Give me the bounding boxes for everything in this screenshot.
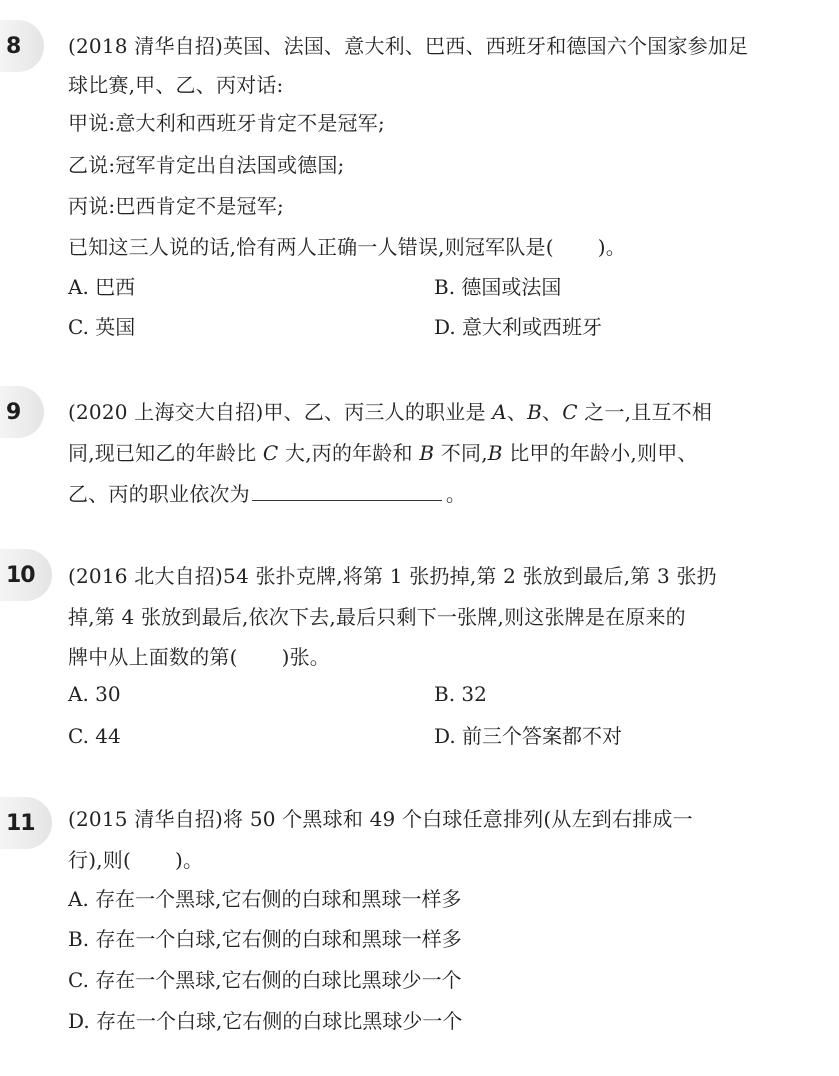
problem-text-line: (2016 北大自招)54 张扑克牌,将第 1 张扔掉,第 2 张放到最后,第 3 张扔 bbox=[68, 564, 717, 588]
option-d: D. 前三个答案都不对 bbox=[434, 724, 623, 748]
var-b: B bbox=[419, 441, 435, 465]
problem-number: 11 bbox=[6, 811, 35, 836]
option-a: A. 巴西 bbox=[68, 275, 136, 299]
problem-text-line: 球比赛,甲、乙、丙对话: bbox=[68, 73, 284, 97]
question-stem: 已知这三人说的话,恰有两人正确一人错误,则冠军队是( bbox=[68, 235, 554, 259]
option-c: C. 英国 bbox=[68, 315, 136, 339]
option-d: D. 存在一个白球,它右侧的白球比黑球少一个 bbox=[68, 1009, 463, 1033]
fill-in-blank bbox=[252, 480, 442, 501]
var-b: B bbox=[487, 441, 503, 465]
problem-text-line: (2015 清华自招)将 50 个黑球和 49 个白球任意排列(从左到右排成一 bbox=[68, 807, 693, 831]
problem-number: 9 bbox=[6, 400, 21, 425]
problem-text-line: 牌中从上面数的第( )张。 bbox=[68, 645, 331, 669]
option-b: B. 存在一个白球,它右侧的白球和黑球一样多 bbox=[68, 927, 462, 951]
option-c: C. 存在一个黑球,它右侧的白球比黑球少一个 bbox=[68, 968, 462, 992]
option-b: B. 32 bbox=[434, 682, 487, 706]
problem-text-line: 乙、丙的职业依次为 。 bbox=[68, 482, 467, 506]
option-d: D. 意大利或西班牙 bbox=[434, 315, 603, 339]
option-a: A. 存在一个黑球,它右侧的白球和黑球一样多 bbox=[68, 887, 462, 911]
problem-text-line: (2018 清华自招)英国、法国、意大利、巴西、西班牙和德国六个国家参加足 bbox=[68, 34, 749, 58]
problem-text-line: 乙说:冠军肯定出自法国或德国; bbox=[68, 153, 345, 177]
problem-text-line: 同,现已知乙的年龄比 C 大,丙的年龄和 B 不同,B 比甲的年龄小,则甲、 bbox=[68, 441, 698, 465]
option-a: A. 30 bbox=[68, 682, 121, 706]
option-c: C. 44 bbox=[68, 724, 121, 748]
problem-text-line: (2020 上海交大自招)甲、乙、丙三人的职业是 A、B、C 之一,且互不相 bbox=[68, 400, 713, 424]
problem-text-line bbox=[68, 233, 818, 261]
problem-number: 10 bbox=[6, 563, 35, 588]
problem-text-line: 掉,第 4 张放到最后,依次下去,最后只剩下一张牌,则这张牌是在原来的 bbox=[68, 605, 686, 629]
var-c: C bbox=[262, 441, 279, 465]
problem-text-line: 甲说:意大利和西班牙肯定不是冠军; bbox=[68, 111, 385, 135]
problem-text-line: 丙说:巴西肯定不是冠军; bbox=[68, 194, 284, 218]
var-a: A bbox=[492, 400, 507, 424]
option-b: B. 德国或法国 bbox=[434, 275, 562, 299]
var-c: C bbox=[562, 400, 578, 424]
question-stem-end: )。 bbox=[597, 235, 626, 259]
problem-text-line: 行),则( )。 bbox=[68, 848, 204, 872]
problem-number: 8 bbox=[6, 34, 21, 59]
var-b: B bbox=[527, 400, 542, 424]
